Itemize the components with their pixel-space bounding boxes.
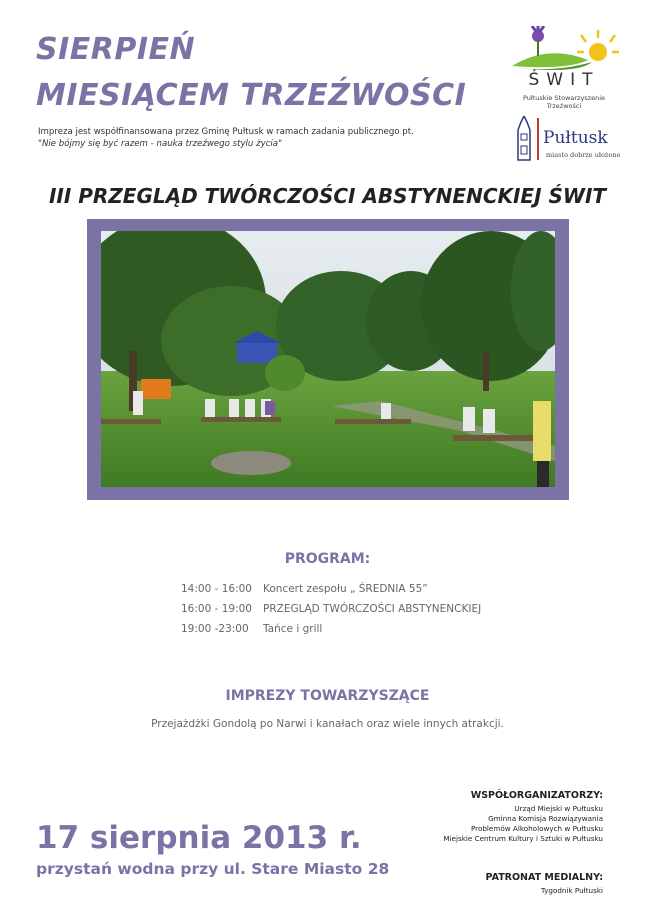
swit-logo-subtitle: Pułtuskie Stowarzyszenie Trzeźwości bbox=[522, 94, 606, 110]
coorganizer-item: Gminna Komisja Rozwiązywania bbox=[488, 814, 603, 823]
media-patron-item: Tygodnik Pułtuski bbox=[540, 886, 603, 895]
program-time: 16:00 - 19:00 bbox=[181, 603, 252, 615]
coorganizer-item: Urząd Miejski w Pułtusku bbox=[514, 804, 603, 813]
program-event: Tańce i grill bbox=[263, 623, 323, 635]
park-event-photo bbox=[101, 231, 555, 487]
side-events-title: IMPREZY TOWARZYSZĄCE bbox=[225, 688, 430, 704]
program-event: PRZEGLĄD TWÓRCZOŚCI ABSTYNENCKIEJ bbox=[263, 603, 482, 615]
program-row bbox=[181, 583, 428, 595]
coorganizer-item: Problemów Alkoholowych w Pułtusku bbox=[470, 824, 603, 833]
program-title: PROGRAM: bbox=[284, 551, 371, 567]
coorganizers-title: WSPÓŁORGANIZATORZY: bbox=[470, 790, 603, 801]
program-time: 19:00 -23:00 bbox=[181, 623, 249, 635]
title-line-2: MIESIĄCEM TRZEŹWOŚCI bbox=[36, 78, 467, 113]
program-event: Koncert zespołu „ ŚREDNIA 55” bbox=[263, 583, 428, 595]
side-events-text: Przejażdżki Gondolą po Narwi i kanałach oraz wiele innych atrakcji. bbox=[151, 718, 504, 730]
program-time: 14:00 - 16:00 bbox=[181, 583, 252, 595]
event-place: przystań wodna przy ul. Stare Miasto 28 bbox=[36, 860, 390, 878]
pultusk-logo-tagline: miasto dobrze ułożone bbox=[546, 151, 621, 159]
program-row bbox=[181, 603, 481, 615]
swit-logo-word: ŚWIT bbox=[528, 70, 600, 90]
pultusk-logo-name: Pułtusk bbox=[543, 128, 608, 148]
media-patron-title: PATRONAT MEDIALNY: bbox=[485, 872, 603, 883]
intro-text: Impreza jest współfinansowana przez Gminę Pułtusk w ramach zadania publicznego pt. bbox=[38, 127, 414, 137]
main-heading: III PRZEGLĄD TWÓRCZOŚCI ABSTYNENCKIEJ ŚWIT bbox=[48, 184, 607, 208]
title-line-1: SIERPIEŃ bbox=[36, 32, 196, 67]
intro-quote: "Nie bójmy się być razem - nauka trzeźwego stylu życia" bbox=[38, 139, 283, 149]
event-date: 17 sierpnia 2013 r. bbox=[36, 820, 362, 856]
intro-block bbox=[38, 126, 458, 150]
program-row bbox=[181, 623, 322, 635]
coorganizer-item: Miejskie Centrum Kultury i Sztuki w Pułtusku bbox=[443, 834, 603, 843]
